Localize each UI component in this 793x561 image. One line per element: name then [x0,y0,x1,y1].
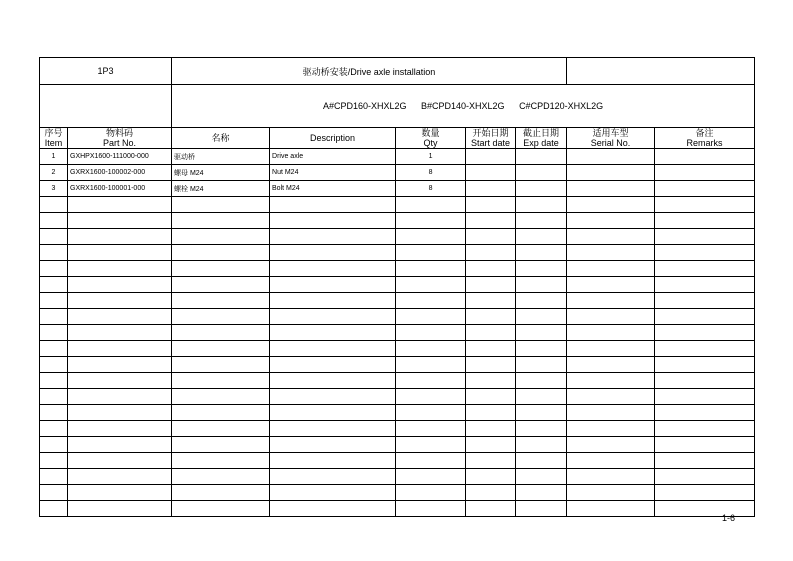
empty-cell [396,437,466,453]
empty-cell [567,389,655,405]
empty-cell [567,501,655,517]
empty-table-row [40,213,755,229]
empty-cell [40,325,68,341]
empty-cell [567,261,655,277]
empty-cell [516,277,567,293]
empty-cell [40,389,68,405]
empty-cell [40,341,68,357]
col-item: 序号 Item [40,128,68,149]
empty-table-row [40,229,755,245]
empty-cell [68,309,172,325]
col-start-date: 开始日期 Start date [466,128,516,149]
parts-table [39,57,755,517]
empty-cell [270,293,396,309]
empty-table-row [40,421,755,437]
empty-cell [172,405,270,421]
empty-cell [655,213,755,229]
empty-cell [466,341,516,357]
empty-cell [655,373,755,389]
empty-cell [68,197,172,213]
empty-cell [68,325,172,341]
empty-cell [567,437,655,453]
empty-cell [172,309,270,325]
empty-cell [567,469,655,485]
empty-cell [68,261,172,277]
empty-cell [270,277,396,293]
empty-cell [270,469,396,485]
empty-cell [516,261,567,277]
model-c: C#CPD120-XHXL2G [519,101,604,111]
empty-cell [396,453,466,469]
empty-cell [396,373,466,389]
empty-cell [655,277,755,293]
page-number: 1-6 [722,513,736,523]
empty-cell [396,421,466,437]
empty-cell [172,325,270,341]
empty-cell [466,389,516,405]
empty-cell [567,485,655,501]
empty-cell [466,197,516,213]
empty-cell [270,229,396,245]
empty-cell [40,277,68,293]
empty-cell [396,309,466,325]
empty-cell [68,469,172,485]
empty-cell [40,373,68,389]
empty-cell [40,261,68,277]
table-row: 1 GXHPX1600-111000-000 驱动桥 Drive axle 1 [40,149,755,165]
empty-cell [396,213,466,229]
empty-cell [172,341,270,357]
empty-cell [396,293,466,309]
empty-cell [396,197,466,213]
empty-table-row [40,485,755,501]
empty-cell [396,405,466,421]
col-qty: 数量 Qty [396,128,466,149]
empty-cell [396,501,466,517]
empty-cell [466,357,516,373]
empty-table-row [40,501,755,517]
empty-cell [270,357,396,373]
model-b: B#CPD140-XHXL2G [421,101,505,111]
empty-cell [270,405,396,421]
empty-table-row [40,357,755,373]
empty-cell [655,197,755,213]
empty-cell [68,373,172,389]
empty-cell [172,373,270,389]
empty-cell [172,437,270,453]
empty-cell [270,325,396,341]
empty-cell [68,453,172,469]
empty-cell [466,309,516,325]
empty-table-row [40,405,755,421]
empty-cell [68,277,172,293]
col-remarks: 备注 Remarks [655,128,755,149]
empty-cell [270,261,396,277]
empty-cell [516,501,567,517]
empty-cell [516,325,567,341]
col-part-no: 物料码 Part No. [68,128,172,149]
empty-cell [516,405,567,421]
parts-sheet [39,57,754,517]
empty-cell [655,485,755,501]
empty-cell [466,325,516,341]
empty-cell [466,501,516,517]
empty-cell [396,469,466,485]
empty-cell [40,405,68,421]
empty-cell [516,197,567,213]
empty-cell [516,293,567,309]
empty-cell [466,453,516,469]
empty-cell [567,229,655,245]
empty-cell [516,469,567,485]
empty-cell [516,437,567,453]
empty-cell [655,309,755,325]
empty-cell [396,229,466,245]
empty-cell [396,389,466,405]
empty-cell [68,213,172,229]
empty-cell [516,341,567,357]
empty-table-row [40,293,755,309]
title-row [40,58,755,85]
empty-cell [516,389,567,405]
empty-cell [655,357,755,373]
empty-cell [516,453,567,469]
empty-cell [567,213,655,229]
empty-cell [172,453,270,469]
empty-cell [172,485,270,501]
empty-cell [567,453,655,469]
empty-cell [270,373,396,389]
empty-cell [466,405,516,421]
empty-table-row [40,325,755,341]
empty-cell [567,277,655,293]
empty-cell [68,421,172,437]
empty-cell [655,229,755,245]
empty-cell [396,357,466,373]
model-list [172,85,755,128]
empty-cell [270,245,396,261]
empty-cell [466,469,516,485]
empty-cell [40,485,68,501]
empty-cell [68,341,172,357]
empty-table-row [40,309,755,325]
empty-cell [396,341,466,357]
empty-cell [172,229,270,245]
empty-cell [172,245,270,261]
page-title: 驱动桥安装/Drive axle installation [172,58,567,85]
empty-cell [655,261,755,277]
empty-cell [466,437,516,453]
table-row: 2 GXRX1600-100002-000 螺母 M24 Nut M24 8 [40,165,755,181]
empty-cell [655,245,755,261]
empty-cell [396,485,466,501]
empty-cell [516,245,567,261]
empty-cell [68,437,172,453]
empty-cell [567,341,655,357]
empty-cell [655,453,755,469]
empty-cell [567,309,655,325]
models-blank-cell [40,85,172,128]
empty-table-row [40,245,755,261]
empty-cell [172,389,270,405]
empty-cell [172,469,270,485]
empty-cell [172,213,270,229]
empty-cell [567,421,655,437]
empty-cell [655,405,755,421]
empty-cell [68,357,172,373]
column-header-row [40,128,755,149]
empty-cell [270,341,396,357]
empty-cell [516,373,567,389]
col-description: Description [270,128,396,149]
empty-cell [40,437,68,453]
empty-cell [396,277,466,293]
empty-cell [655,501,755,517]
empty-cell [655,341,755,357]
empty-cell [396,245,466,261]
empty-table-row [40,437,755,453]
empty-cell [68,229,172,245]
empty-cell [172,357,270,373]
empty-table-row [40,389,755,405]
empty-cell [40,229,68,245]
empty-cell [40,469,68,485]
empty-cell [655,469,755,485]
empty-cell [40,213,68,229]
empty-cell [516,421,567,437]
empty-cell [40,453,68,469]
empty-cell [40,293,68,309]
empty-cell [567,325,655,341]
empty-cell [516,357,567,373]
empty-cell [172,277,270,293]
empty-cell [68,245,172,261]
empty-cell [270,485,396,501]
model-a: A#CPD160-XHXL2G [322,101,407,111]
empty-cell [655,389,755,405]
empty-cell [270,453,396,469]
empty-cell [567,197,655,213]
empty-cell [516,213,567,229]
empty-cell [516,309,567,325]
empty-cell [567,245,655,261]
empty-cell [68,389,172,405]
empty-cell [466,245,516,261]
col-serial-no: 适用车型 Serial No. [567,128,655,149]
table-row: 3 GXRX1600-100001-000 螺栓 M24 Bolt M24 8 [40,181,755,197]
empty-cell [270,421,396,437]
empty-cell [466,485,516,501]
empty-table-row [40,197,755,213]
empty-cell [567,357,655,373]
empty-cell [655,437,755,453]
empty-table-row [40,453,755,469]
empty-cell [516,485,567,501]
empty-table-row [40,261,755,277]
empty-cell [466,213,516,229]
empty-cell [655,421,755,437]
title-blank-cell [567,58,755,85]
empty-cell [567,373,655,389]
empty-cell [270,213,396,229]
empty-cell [270,437,396,453]
empty-cell [396,261,466,277]
empty-cell [68,485,172,501]
empty-cell [172,261,270,277]
empty-cell [466,261,516,277]
empty-cell [68,501,172,517]
empty-cell [270,501,396,517]
col-name: 名称 [172,128,270,149]
empty-table-row [40,469,755,485]
empty-cell [40,357,68,373]
empty-cell [68,405,172,421]
empty-cell [270,389,396,405]
empty-cell [516,229,567,245]
empty-cell [396,325,466,341]
empty-cell [655,293,755,309]
empty-cell [40,245,68,261]
empty-cell [172,293,270,309]
empty-cell [466,421,516,437]
empty-cell [655,325,755,341]
models-row [40,85,755,128]
empty-cell [466,229,516,245]
empty-table-row [40,373,755,389]
empty-cell [567,293,655,309]
empty-cell [172,501,270,517]
empty-cell [466,277,516,293]
empty-table-row [40,341,755,357]
empty-table-row [40,277,755,293]
empty-cell [466,293,516,309]
empty-cell [270,197,396,213]
empty-cell [172,421,270,437]
empty-cell [68,293,172,309]
col-exp-date: 截止日期 Exp date [516,128,567,149]
empty-cell [40,309,68,325]
empty-cell [567,405,655,421]
empty-cell [172,197,270,213]
empty-cell [270,309,396,325]
empty-cell [40,421,68,437]
empty-cell [40,197,68,213]
section-code: 1P3 [40,58,172,85]
empty-cell [40,501,68,517]
empty-cell [466,373,516,389]
empty-rows [40,197,755,517]
